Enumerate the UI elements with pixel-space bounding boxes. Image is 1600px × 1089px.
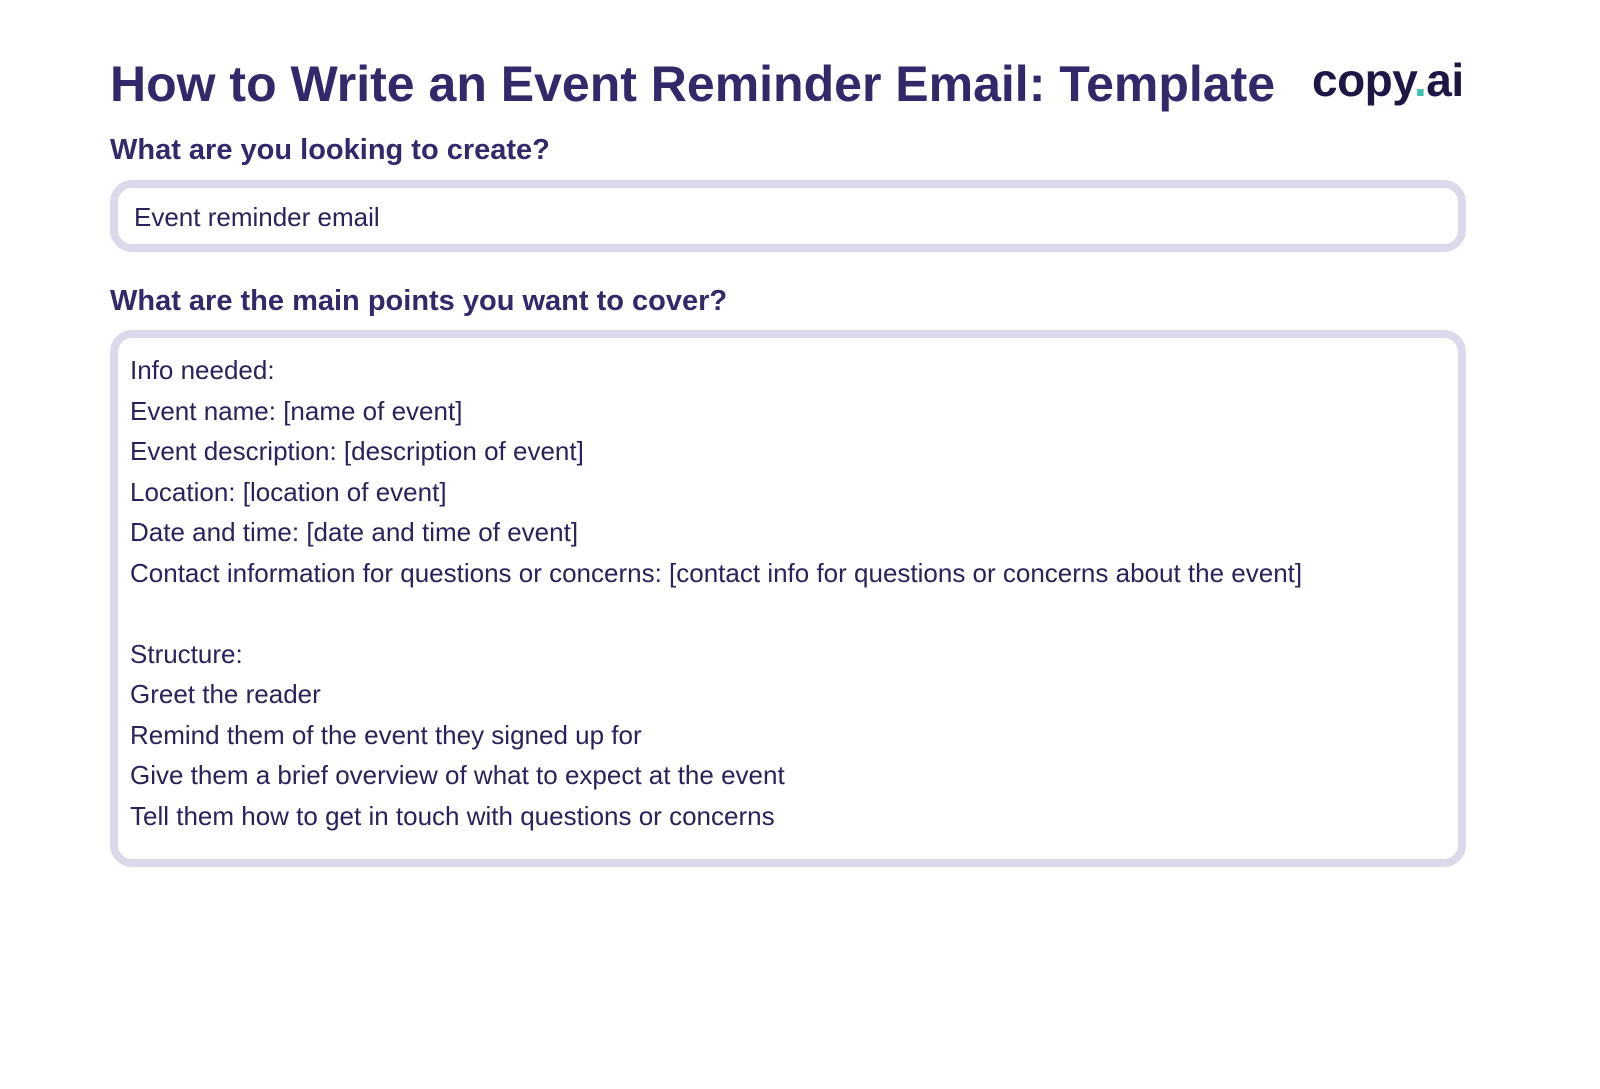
logo-dot: . [1413,54,1427,106]
create-input-value: Event reminder email [134,202,380,232]
points-line: Event description: [description of event] [130,436,584,466]
points-line: Contact information for questions or concerns: [contact info for questions or concerns about the event] [130,557,1303,588]
main-points-question-label: What are the main points you want to cover? [110,285,728,317]
main-points-textarea[interactable] [110,330,1466,867]
points-line: Remind them of the event they signed up for [130,719,642,750]
points-line: Give them a brief overview of what to expect at the event [130,760,785,790]
points-line: Location: [location of event] [130,476,447,507]
logo-text-ai: ai [1426,54,1464,106]
points-line: Date and time: [date and time of event] [130,517,579,547]
create-input[interactable] [110,180,1466,252]
points-line: Info needed: [130,355,275,385]
copyai-logo[interactable] [1312,52,1464,108]
points-line: Structure: [130,638,243,669]
points-blank-line [130,593,1446,634]
points-line: Event name: [name of event] [130,395,463,426]
points-line: Tell them how to get in touch with questions or concerns [130,800,775,831]
logo-text-copy: copy [1312,54,1414,106]
page-title: How to Write an Event Reminder Email: Template [110,56,1276,112]
points-line: Greet the reader [130,679,321,709]
create-question-label: What are you looking to create? [110,134,550,166]
